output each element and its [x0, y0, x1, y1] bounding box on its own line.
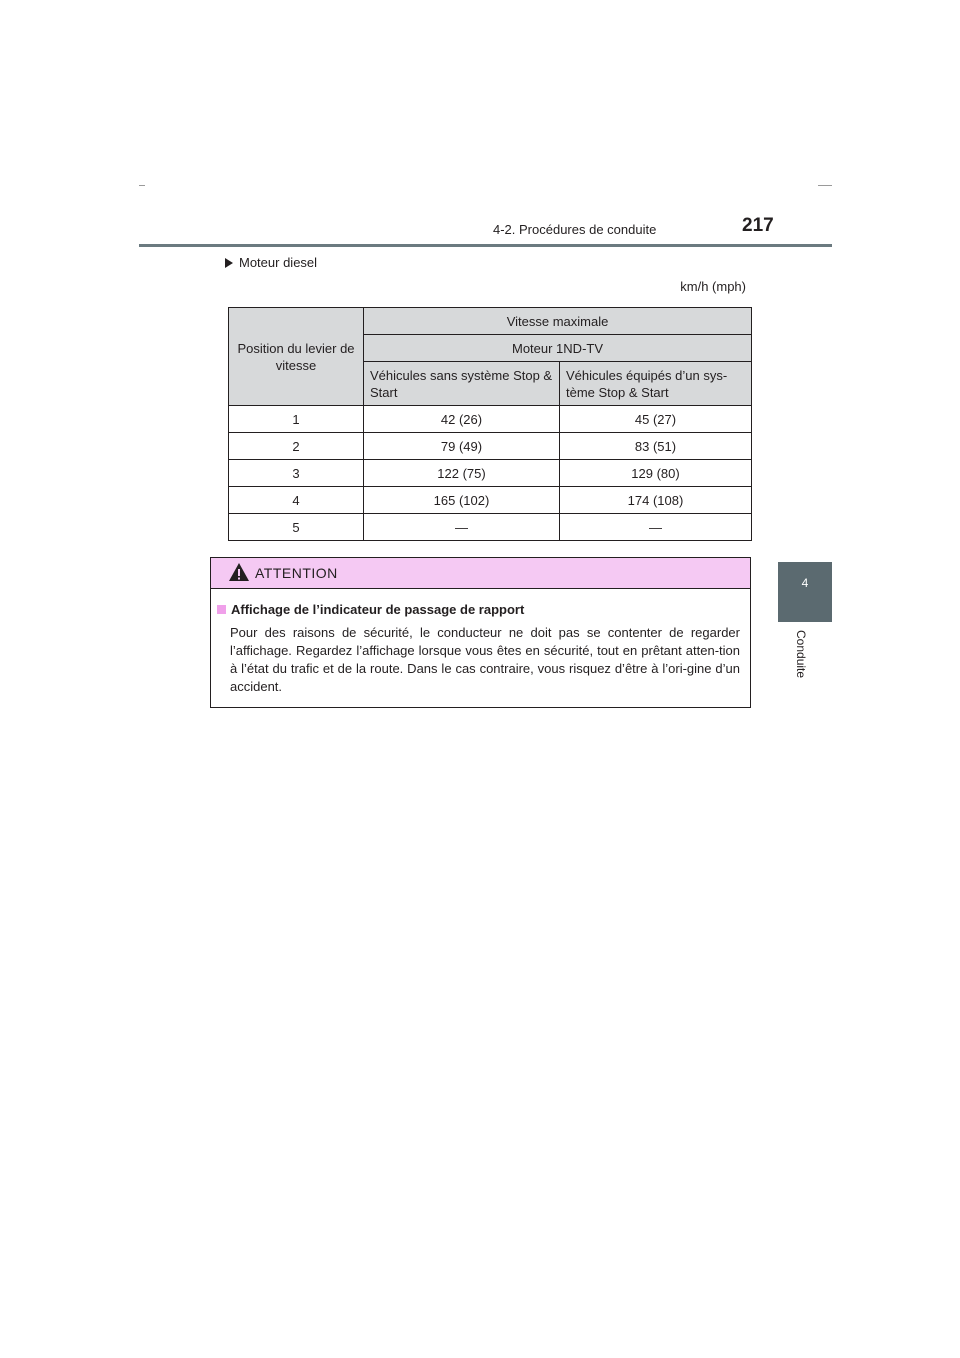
attention-box [210, 557, 751, 708]
subheading-text: Moteur diesel [239, 255, 318, 270]
gear-cell: 4 [229, 487, 364, 514]
section-subheading [225, 255, 317, 270]
header-rule [139, 244, 832, 247]
speed-cell: — [560, 514, 752, 541]
max-speed-header: Vitesse maximale [364, 308, 752, 335]
chapter-number: 4 [801, 576, 809, 590]
gear-position-header: Position du levier de vitesse [229, 308, 364, 406]
unit-label: km/h (mph) [680, 279, 746, 294]
speed-cell: 174 (108) [560, 487, 752, 514]
gear-cell: 5 [229, 514, 364, 541]
table-header-row [229, 308, 752, 335]
attention-header [211, 558, 750, 589]
gear-cell: 1 [229, 406, 364, 433]
table-row [229, 514, 752, 541]
speed-cell: 79 (49) [364, 433, 560, 460]
attention-item-text: Pour des raisons de sécurité, le conducteur ne doit pas se contenter de regarder l’affichage. Regardez l’affichage lorsque vous êtes en sécurité, tout en prêtant atten-tion à l’état du trafic et de la route. Dans le cas contraire, vous risquez d’être à l’ori-gine d’un accident. [230, 625, 740, 694]
gear-cell: 2 [229, 433, 364, 460]
no-stop-start-header: Véhicules sans système Stop & Start [364, 362, 560, 406]
attention-item-title [217, 601, 740, 619]
chapter-tab [778, 562, 832, 622]
table-row [229, 406, 752, 433]
crop-mark-right [818, 185, 832, 186]
triangle-bullet-icon [225, 258, 233, 268]
table-row [229, 433, 752, 460]
with-stop-start-header: Véhicules équipés d’un sys-tème Stop & Start [560, 362, 752, 406]
attention-item-title-text: Affichage de l’indicateur de passage de rapport [231, 602, 525, 617]
speed-cell: 83 (51) [560, 433, 752, 460]
attention-body [211, 589, 750, 696]
table-row [229, 460, 752, 487]
speed-cell: 42 (26) [364, 406, 560, 433]
table-row [229, 487, 752, 514]
attention-title: ATTENTION [255, 565, 338, 581]
chapter-label: Conduite [794, 630, 808, 679]
speed-cell: 129 (80) [560, 460, 752, 487]
page-number: 217 [742, 215, 774, 236]
square-bullet-icon [217, 605, 226, 614]
speed-cell: — [364, 514, 560, 541]
engine-header: Moteur 1ND-TV [364, 335, 752, 362]
speed-cell: 122 (75) [364, 460, 560, 487]
max-speed-table [228, 307, 752, 541]
speed-cell: 45 (27) [560, 406, 752, 433]
speed-cell: 165 (102) [364, 487, 560, 514]
crop-mark-left [139, 185, 145, 186]
header-section-title: 4-2. Procédures de conduite [493, 222, 657, 237]
warning-icon [228, 562, 250, 582]
gear-cell: 3 [229, 460, 364, 487]
